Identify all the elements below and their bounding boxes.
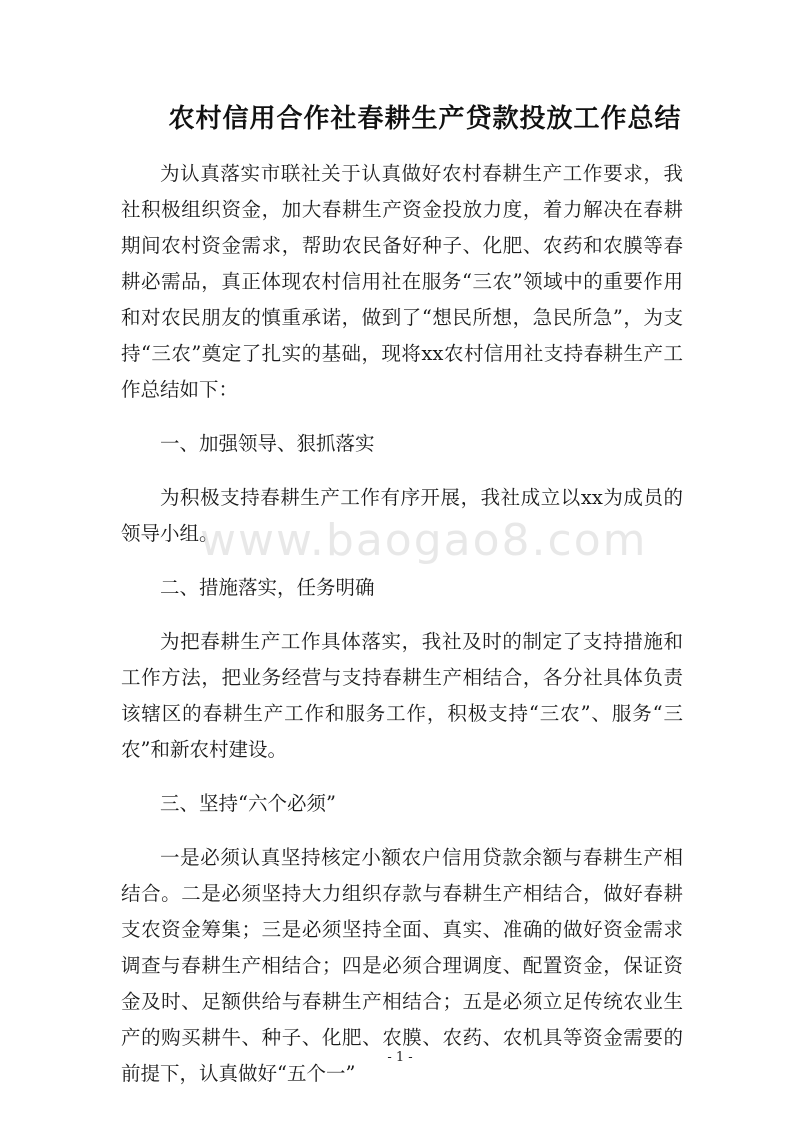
paragraph-section-3: 一是必须认真坚持核定小额农户信用贷款余额与春耕生产相结合。二是必须坚持大力组织存款与春耕生产相结合，做好春耕支农资金筹集；三是必须坚持全面、真实、准确的做好资金需求调查与春耕生产相结合；四是必须合理调度、配置资金，保证资金及时、足额供给与春耕生产相结合；五是必须立足传统农业生产的购买耕牛、种子、化肥、农膜、农药、农机具等资金需要的前提下，认真做好“五个一” [121,846,683,1085]
watermark: www.baogao8.com [200,515,648,566]
page-number: - 1 - [387,1050,413,1065]
document-body [121,156,683,1110]
paragraph-intro: 为认真落实市联社关于认真做好农村春耕生产工作要求，我社积极组织资金，加大春耕生产资金投放力度，着力解决在春耕期间农村资金需求，帮助农民备好种子、化肥、农药和农膜等春耕必需品，真正体现农村信用社在服务“三农”领域中的重要作用和对农民朋友的慎重承诺，做到了“想民所想，急民所急”，为支持“三农”奠定了扎实的基础，现将xx农村信用社支持春耕生产工作总结如下： [121,162,683,401]
paragraph-section-1: 为积极支持春耕生产工作有序开展，我社成立以xx为成员的领导小组。 [121,486,683,545]
section-heading-1: 一、加强领导、狠抓落实 [160,432,375,455]
document-title: 农村信用合作社春耕生产贷款投放工作总结 [168,104,682,134]
section-heading-2: 二、措施落实，任务明确 [160,576,375,599]
section-heading-3: 三、坚持“六个必须” [160,792,336,815]
paragraph-section-2: 为把春耕生产工作具体落实，我社及时的制定了支持措施和工作方法，把业务经营与支持春耕生产相结合，各分社具体负责该辖区的春耕生产工作和服务工作，积极支持“三农”、服务“三农”和新农村建设。 [121,630,683,761]
